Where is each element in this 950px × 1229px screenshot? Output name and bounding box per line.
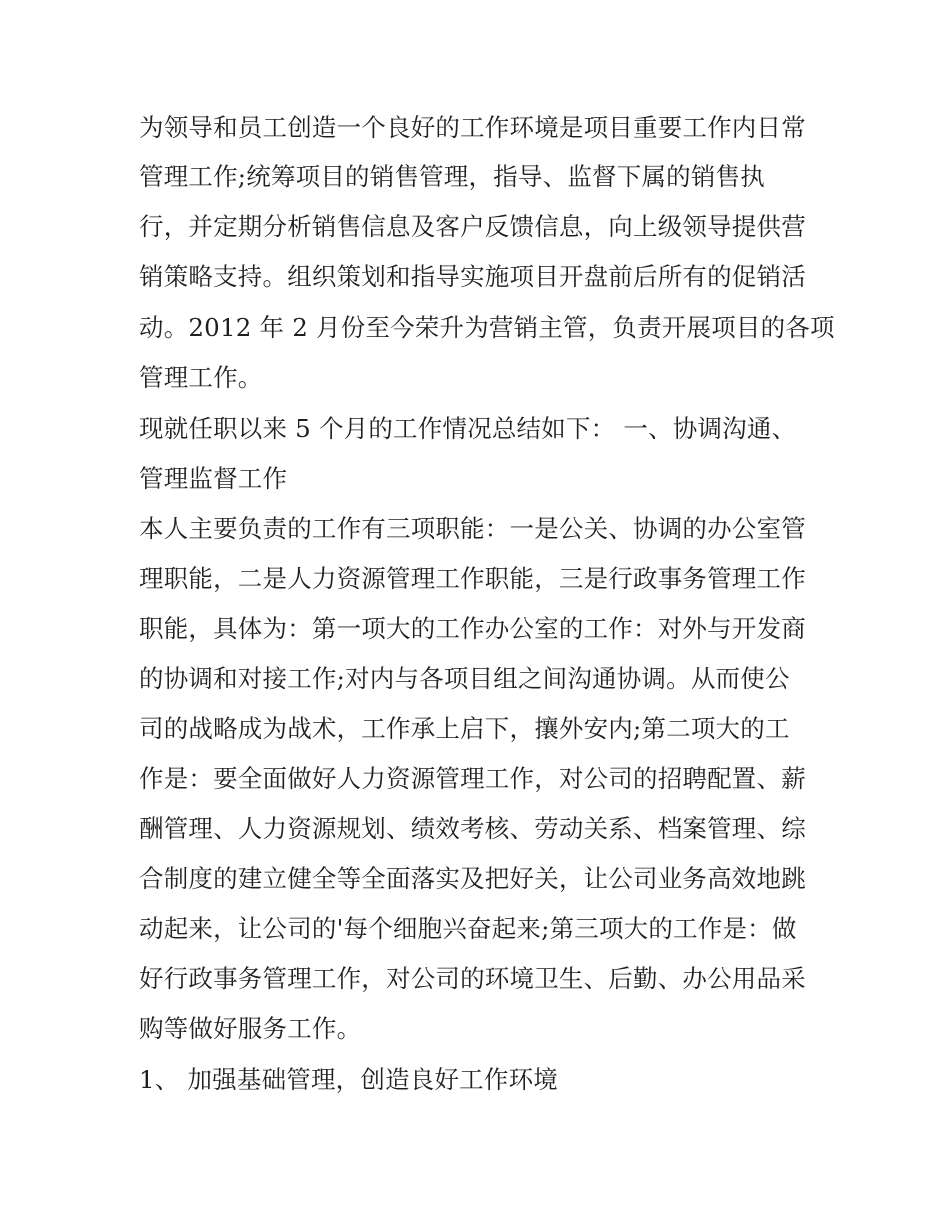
paragraph-line: 合制度的建立健全等全面落实及把好关，让公司业务高效地跳 <box>139 864 806 893</box>
paragraph-line: 管理工作。 <box>139 363 263 392</box>
numbered-heading: 1、 加强基础管理，创造良好工作环境 <box>139 1065 558 1094</box>
paragraph-line: 理职能，二是人力资源管理工作职能，三是行政事务管理工作 <box>139 564 806 593</box>
paragraph-line: 动起来，让公司的'每个细胞兴奋起来;第三项大的工作是：做 <box>139 914 797 943</box>
paragraph-line: 司的战略成为战术，工作承上启下，攘外安内;第二项大的工 <box>139 714 790 743</box>
paragraph-line: 本人主要负责的工作有三项职能：一是公关、协调的办公室管 <box>139 514 806 543</box>
paragraph-line: 管理工作;统筹项目的销售管理，指导、监督下属的销售执 <box>139 162 765 191</box>
paragraph-line: 酬管理、人力资源规划、绩效考核、劳动关系、档案管理、综 <box>139 814 806 843</box>
section-heading: 管理监督工作 <box>139 464 288 493</box>
paragraph-line: 作是：要全面做好人力资源管理工作，对公司的招聘配置、薪 <box>139 764 806 793</box>
paragraph-line: 好行政事务管理工作，对公司的环境卫生、后勤、办公用品采 <box>139 964 806 993</box>
paragraph-line: 职能，具体为：第一项大的工作办公室的工作：对外与开发商 <box>139 614 806 643</box>
paragraph-line: 动。2012 年 2 月份至今荣升为营销主管，负责开展项目的各项 <box>139 313 835 342</box>
paragraph-line: 销策略支持。组织策划和指导实施项目开盘前后所有的促销活 <box>139 262 806 291</box>
paragraph-line: 现就任职以来 5 个月的工作情况总结如下： 一、协调沟通、 <box>139 414 797 443</box>
paragraph-line: 行，并定期分析销售信息及客户反馈信息，向上级领导提供营 <box>139 212 806 241</box>
paragraph-line: 为领导和员工创造一个良好的工作环境是项目重要工作内日常 <box>139 113 806 142</box>
paragraph-line: 的协调和对接工作;对内与各项目组之间沟通协调。从而使公 <box>139 664 790 693</box>
paragraph-line: 购等做好服务工作。 <box>139 1014 362 1043</box>
